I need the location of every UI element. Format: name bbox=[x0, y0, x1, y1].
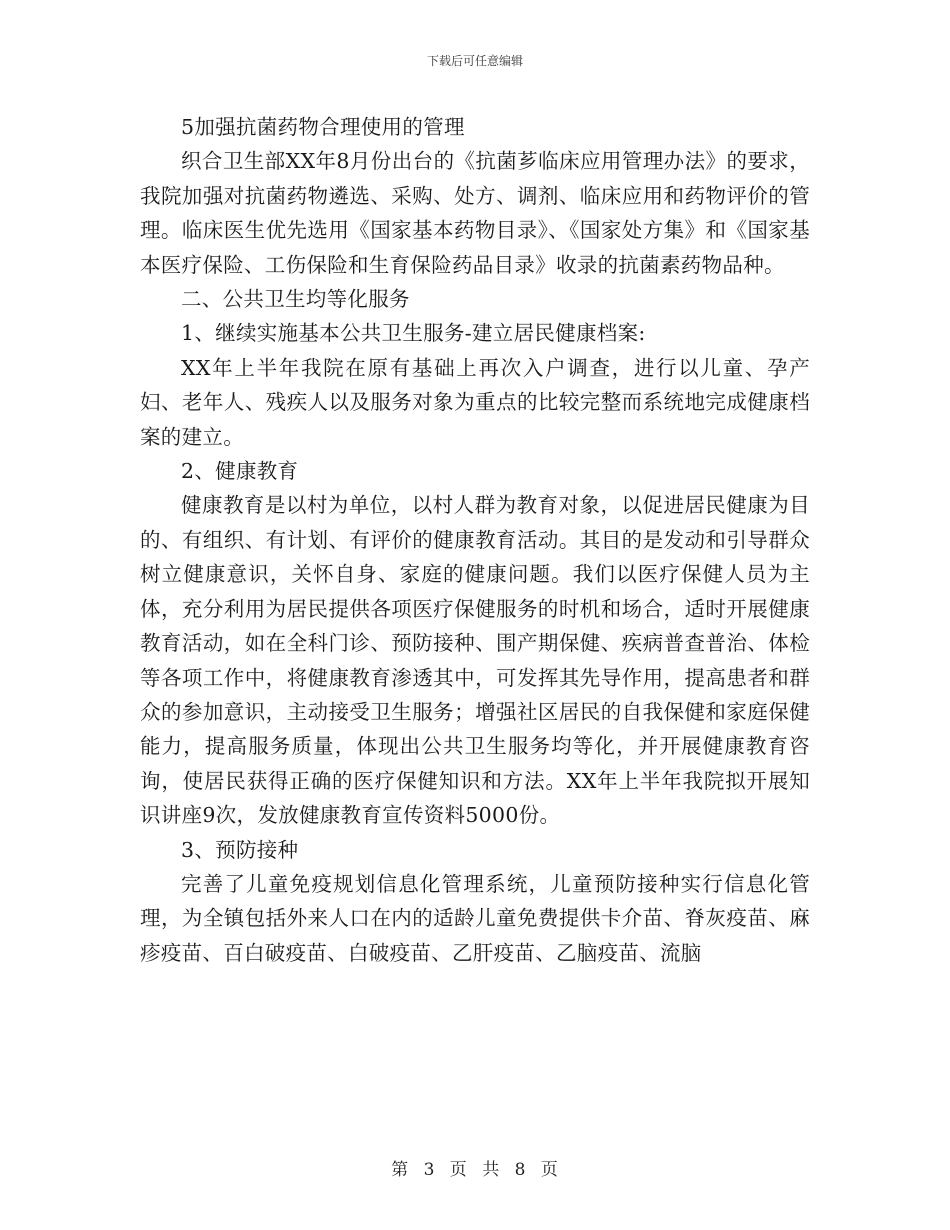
footer-total-pages: 8 bbox=[514, 1160, 527, 1180]
paragraph-vaccination: 完善了儿童免疫规划信息化管理系统，儿童预防接种实行信息化管理，为全镇包括外来人口在内的适龄儿童免费提供卡介苗、脊灰疫苗、麻疹疫苗、百白破疫苗、白破疫苗、乙肝疫苗、乙脑疫苗、流脑 bbox=[140, 871, 810, 965]
footer-total-word: 共 bbox=[482, 1160, 501, 1180]
paragraph-health-records: XX年上半年我院在原有基础上再次入户调查，进行以儿童、孕产妇、老年人、残疾人以及服务对象为重点的比较完整而系统地完成健康档案的建立。 bbox=[140, 355, 810, 449]
footer-suffix: 页 bbox=[540, 1160, 559, 1180]
footer-prefix: 第 bbox=[391, 1160, 410, 1180]
paragraph-health-education: 健康教育是以村为单位，以村人群为教育对象，以促进居民健康为目的、有组织、有计划、有评价的健康教育活动。其目的是发动和引导群众树立健康意识，关怀自身、家庭的健康问题。我们以医疗保健人员为主体，充分利用为居民提供各项医疗保健服务的时机和场合，适时开展健康教育活动，如在全科门诊、预防接种、围产期保健、疾病普查普治、体检等各项工作中，将健康教育渗透其中，可发挥其先导作用，提高患者和群众的参加意识，主动接受卫生服务；增强社区居民的自我保健和家庭保健能力，提高服务质量，体现出公共卫生服务均等化，并开展健康教育咨询，使居民获得正确的医疗保健知识和方法。XX年上半年我院拟开展知识讲座9次，发放健康教育宣传资料5000份。 bbox=[140, 493, 810, 828]
document-body bbox=[140, 110, 810, 970]
paragraph-antibiotics-management: 织合卫生部XX年8月份出台的《抗菌芗临床应用管理办法》的要求，我院加强对抗菌药物遴选、采购、处方、调剂、临床应用和药物评价的管理。临床医生优先选用《国家基本药物目录》、《国家处方集》和《国家基本医疗保险、工伤保险和生育保险药品目录》收录的抗菌素药物品种。 bbox=[140, 149, 810, 277]
section-heading-public-health: 二、公共卫生均等化服务 bbox=[181, 287, 410, 312]
footer-current-page: 3 bbox=[423, 1160, 436, 1180]
page-header: 下载后可任意编辑 bbox=[426, 54, 523, 68]
page-footer bbox=[0, 1155, 950, 1180]
section-heading-antibiotics: 5加强抗菌药物合理使用的管理 bbox=[181, 115, 465, 139]
subheading-vaccination: 3、预防接种 bbox=[181, 837, 299, 862]
footer-page-word: 页 bbox=[449, 1160, 468, 1180]
subheading-health-education: 2、健康教育 bbox=[181, 459, 299, 484]
subheading-health-records: 1、继续实施基本公共卫生服务-建立居民健康档案: bbox=[181, 321, 646, 346]
